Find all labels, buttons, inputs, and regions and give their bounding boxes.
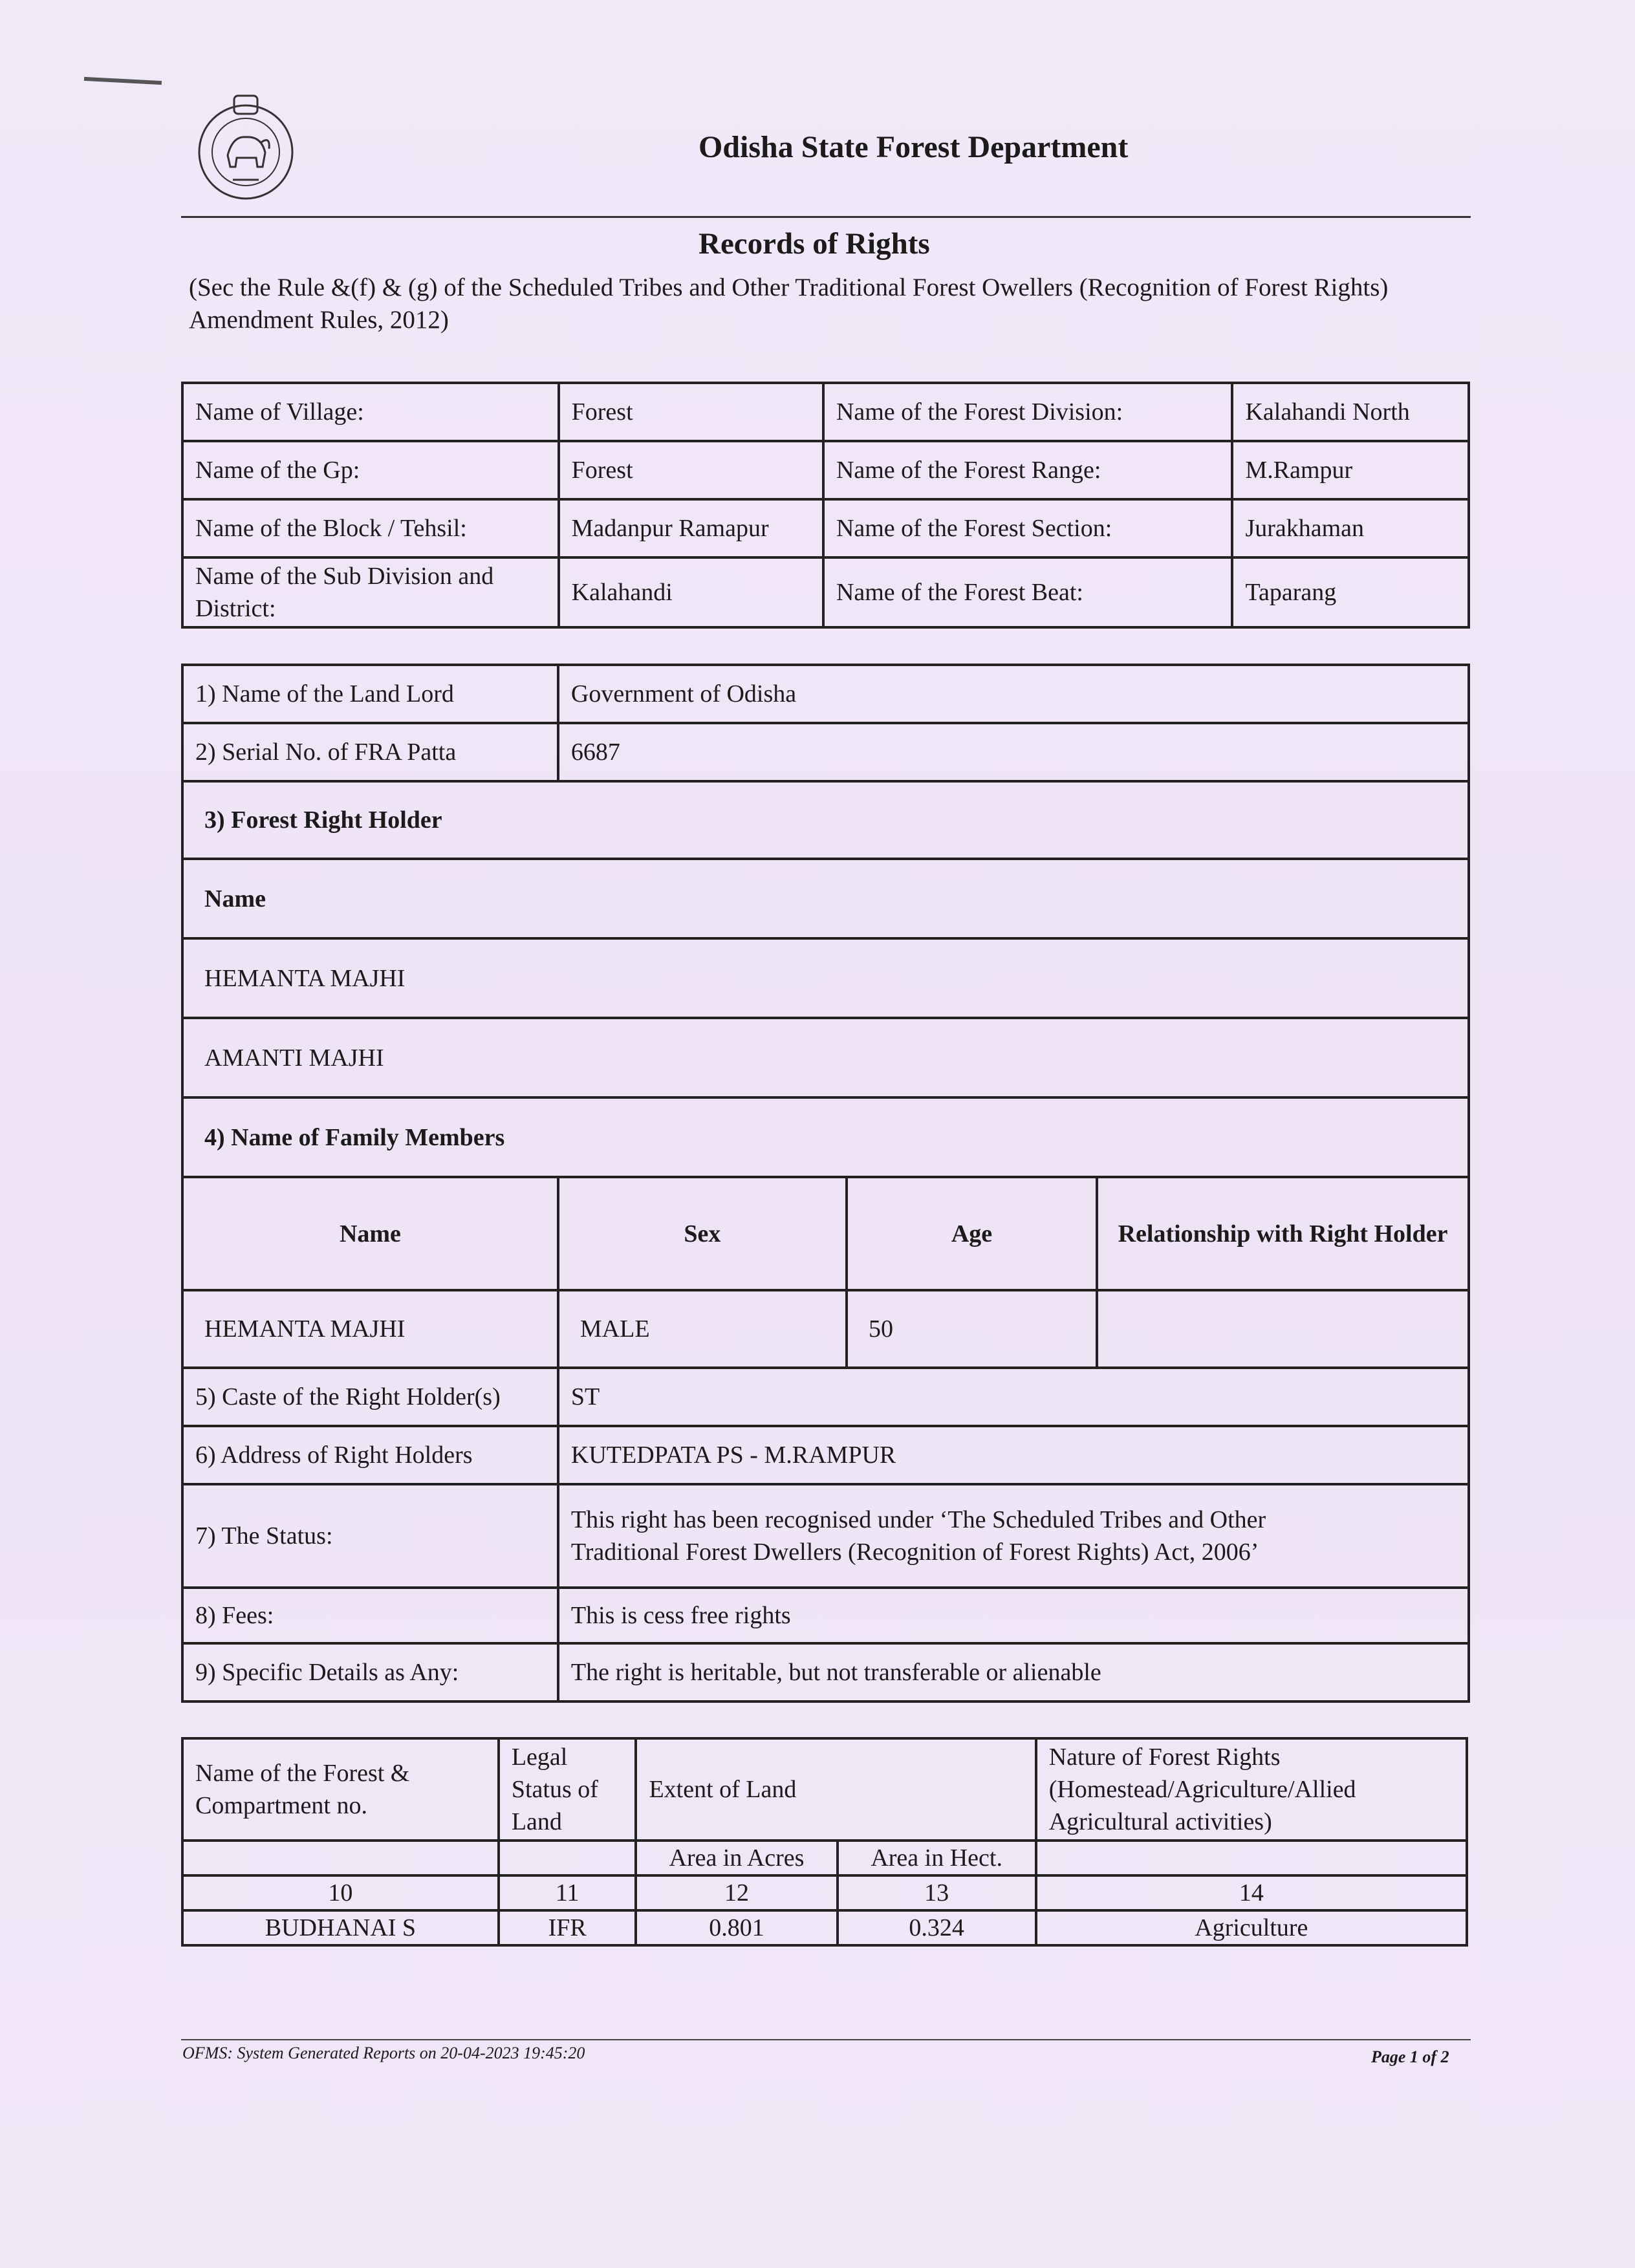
status-value: This right has been recognised under ‘The Scheduled Tribes and Other Traditional Forest Dwellers (Recognition of Forest Rights) Act, 2006’: [558, 1484, 1469, 1588]
fees-label: 8) Fees:: [182, 1588, 558, 1643]
legal-status: IFR: [499, 1910, 636, 1945]
family-col-sex: Sex: [558, 1177, 847, 1290]
address-value: KUTEDPATA PS - M.RAMPUR: [558, 1426, 1469, 1484]
record-table: [181, 664, 1470, 1703]
family-member-age: 50: [847, 1290, 1097, 1368]
table-row: [182, 1875, 1467, 1910]
section-value: Jurakhaman: [1232, 499, 1469, 557]
staple-mark: [84, 77, 162, 85]
family-col-relationship: Relationship with Right Holder: [1097, 1177, 1469, 1290]
table-row: [182, 859, 1469, 938]
table-row: [182, 1097, 1469, 1177]
table-row: [182, 665, 1469, 723]
beat-label: Name of the Forest Beat:: [823, 557, 1233, 627]
col-number: 14: [1036, 1875, 1467, 1910]
forest-name: BUDHANAI S: [182, 1910, 499, 1945]
holder-name: AMANTI MAJHI: [182, 1018, 1469, 1097]
subdivision-value: Kalahandi: [559, 557, 823, 627]
rule-reference: (Sec the Rule &(f) & (g) of the Scheduled Tribes and Other Traditional Forest Owellers (Recognition of Forest Rights) Amendment Rules, 2012): [189, 274, 1389, 334]
table-row: [182, 1018, 1469, 1097]
name-heading: Name: [182, 859, 1469, 938]
village-label: Name of Village:: [182, 383, 559, 441]
generated-note: OFMS: System Generated Reports on 20-04-2023 19:45:20: [182, 2044, 585, 2062]
subdivision-label: Name of the Sub Division and District:: [182, 557, 559, 627]
table-row: [182, 383, 1469, 441]
table-row: [182, 938, 1469, 1018]
land-col-hect: Area in Hect.: [838, 1841, 1036, 1875]
status-label: 7) The Status:: [182, 1484, 558, 1588]
land-col-nature: Nature of Forest Rights (Homestead/Agriculture/Allied Agricultural activities): [1036, 1738, 1467, 1841]
block-value: Madanpur Ramapur: [559, 499, 823, 557]
range-label: Name of the Forest Range:: [823, 441, 1233, 499]
empty-cell: [499, 1841, 636, 1875]
header-divider: [181, 216, 1471, 218]
block-label: Name of the Block / Tehsil:: [182, 499, 559, 557]
department-name: Odisha State Forest Department: [698, 130, 1129, 164]
land-col-acres: Area in Acres: [636, 1841, 837, 1875]
table-row: [182, 441, 1469, 499]
empty-cell: [1036, 1841, 1467, 1875]
footer-divider: [181, 2039, 1471, 2040]
col-number: 11: [499, 1875, 636, 1910]
document-title: Records of Rights: [698, 227, 930, 261]
details-label: 9) Specific Details as Any:: [182, 1643, 558, 1701]
holder-heading: 3) Forest Right Holder: [182, 781, 1469, 859]
table-row: [182, 781, 1469, 859]
table-row: [182, 1177, 1469, 1290]
table-row: [182, 499, 1469, 557]
holder-name: HEMANTA MAJHI: [182, 938, 1469, 1018]
table-row: [182, 1588, 1469, 1643]
location-table: [181, 382, 1470, 629]
serial-label: 2) Serial No. of FRA Patta: [182, 723, 558, 781]
land-col-forest: Name of the Forest & Compartment no.: [182, 1738, 499, 1841]
state-emblem-icon: [194, 91, 298, 207]
gp-value: Forest: [559, 441, 823, 499]
fees-value: This is cess free rights: [558, 1588, 1469, 1643]
serial-value: 6687: [558, 723, 1469, 781]
details-value: The right is heritable, but not transferable or alienable: [558, 1643, 1469, 1701]
table-row: [182, 557, 1469, 627]
land-lord-value: Government of Odisha: [558, 665, 1469, 723]
table-row: [182, 1368, 1469, 1426]
table-row: [182, 1426, 1469, 1484]
land-table: [181, 1737, 1468, 1947]
address-label: 6) Address of Right Holders: [182, 1426, 558, 1484]
beat-value: Taparang: [1232, 557, 1469, 627]
range-value: M.Rampur: [1232, 441, 1469, 499]
table-row: [182, 1841, 1467, 1875]
gp-label: Name of the Gp:: [182, 441, 559, 499]
table-row: [182, 1738, 1467, 1841]
table-row: [182, 1910, 1467, 1945]
land-lord-label: 1) Name of the Land Lord: [182, 665, 558, 723]
col-number: 13: [838, 1875, 1036, 1910]
table-row: [182, 1290, 1469, 1368]
family-col-name: Name: [182, 1177, 558, 1290]
family-col-age: Age: [847, 1177, 1097, 1290]
area-acres: 0.801: [636, 1910, 837, 1945]
village-value: Forest: [559, 383, 823, 441]
land-col-legal: Legal Status of Land: [499, 1738, 636, 1841]
empty-cell: [182, 1841, 499, 1875]
division-value: Kalahandi North: [1232, 383, 1469, 441]
section-label: Name of the Forest Section:: [823, 499, 1233, 557]
col-number: 10: [182, 1875, 499, 1910]
table-row: [182, 723, 1469, 781]
land-col-extent: Extent of Land: [636, 1738, 1035, 1841]
page-number: Page 1 of 2: [1371, 2047, 1449, 2066]
table-row: [182, 1484, 1469, 1588]
area-hect: 0.324: [838, 1910, 1036, 1945]
family-heading: 4) Name of Family Members: [182, 1097, 1469, 1177]
nature-of-rights: Agriculture: [1036, 1910, 1467, 1945]
caste-value: ST: [558, 1368, 1469, 1426]
family-member-relationship: [1097, 1290, 1469, 1368]
division-label: Name of the Forest Division:: [823, 383, 1233, 441]
family-member-name: HEMANTA MAJHI: [182, 1290, 558, 1368]
caste-label: 5) Caste of the Right Holder(s): [182, 1368, 558, 1426]
col-number: 12: [636, 1875, 837, 1910]
family-member-sex: MALE: [558, 1290, 847, 1368]
table-row: [182, 1643, 1469, 1701]
